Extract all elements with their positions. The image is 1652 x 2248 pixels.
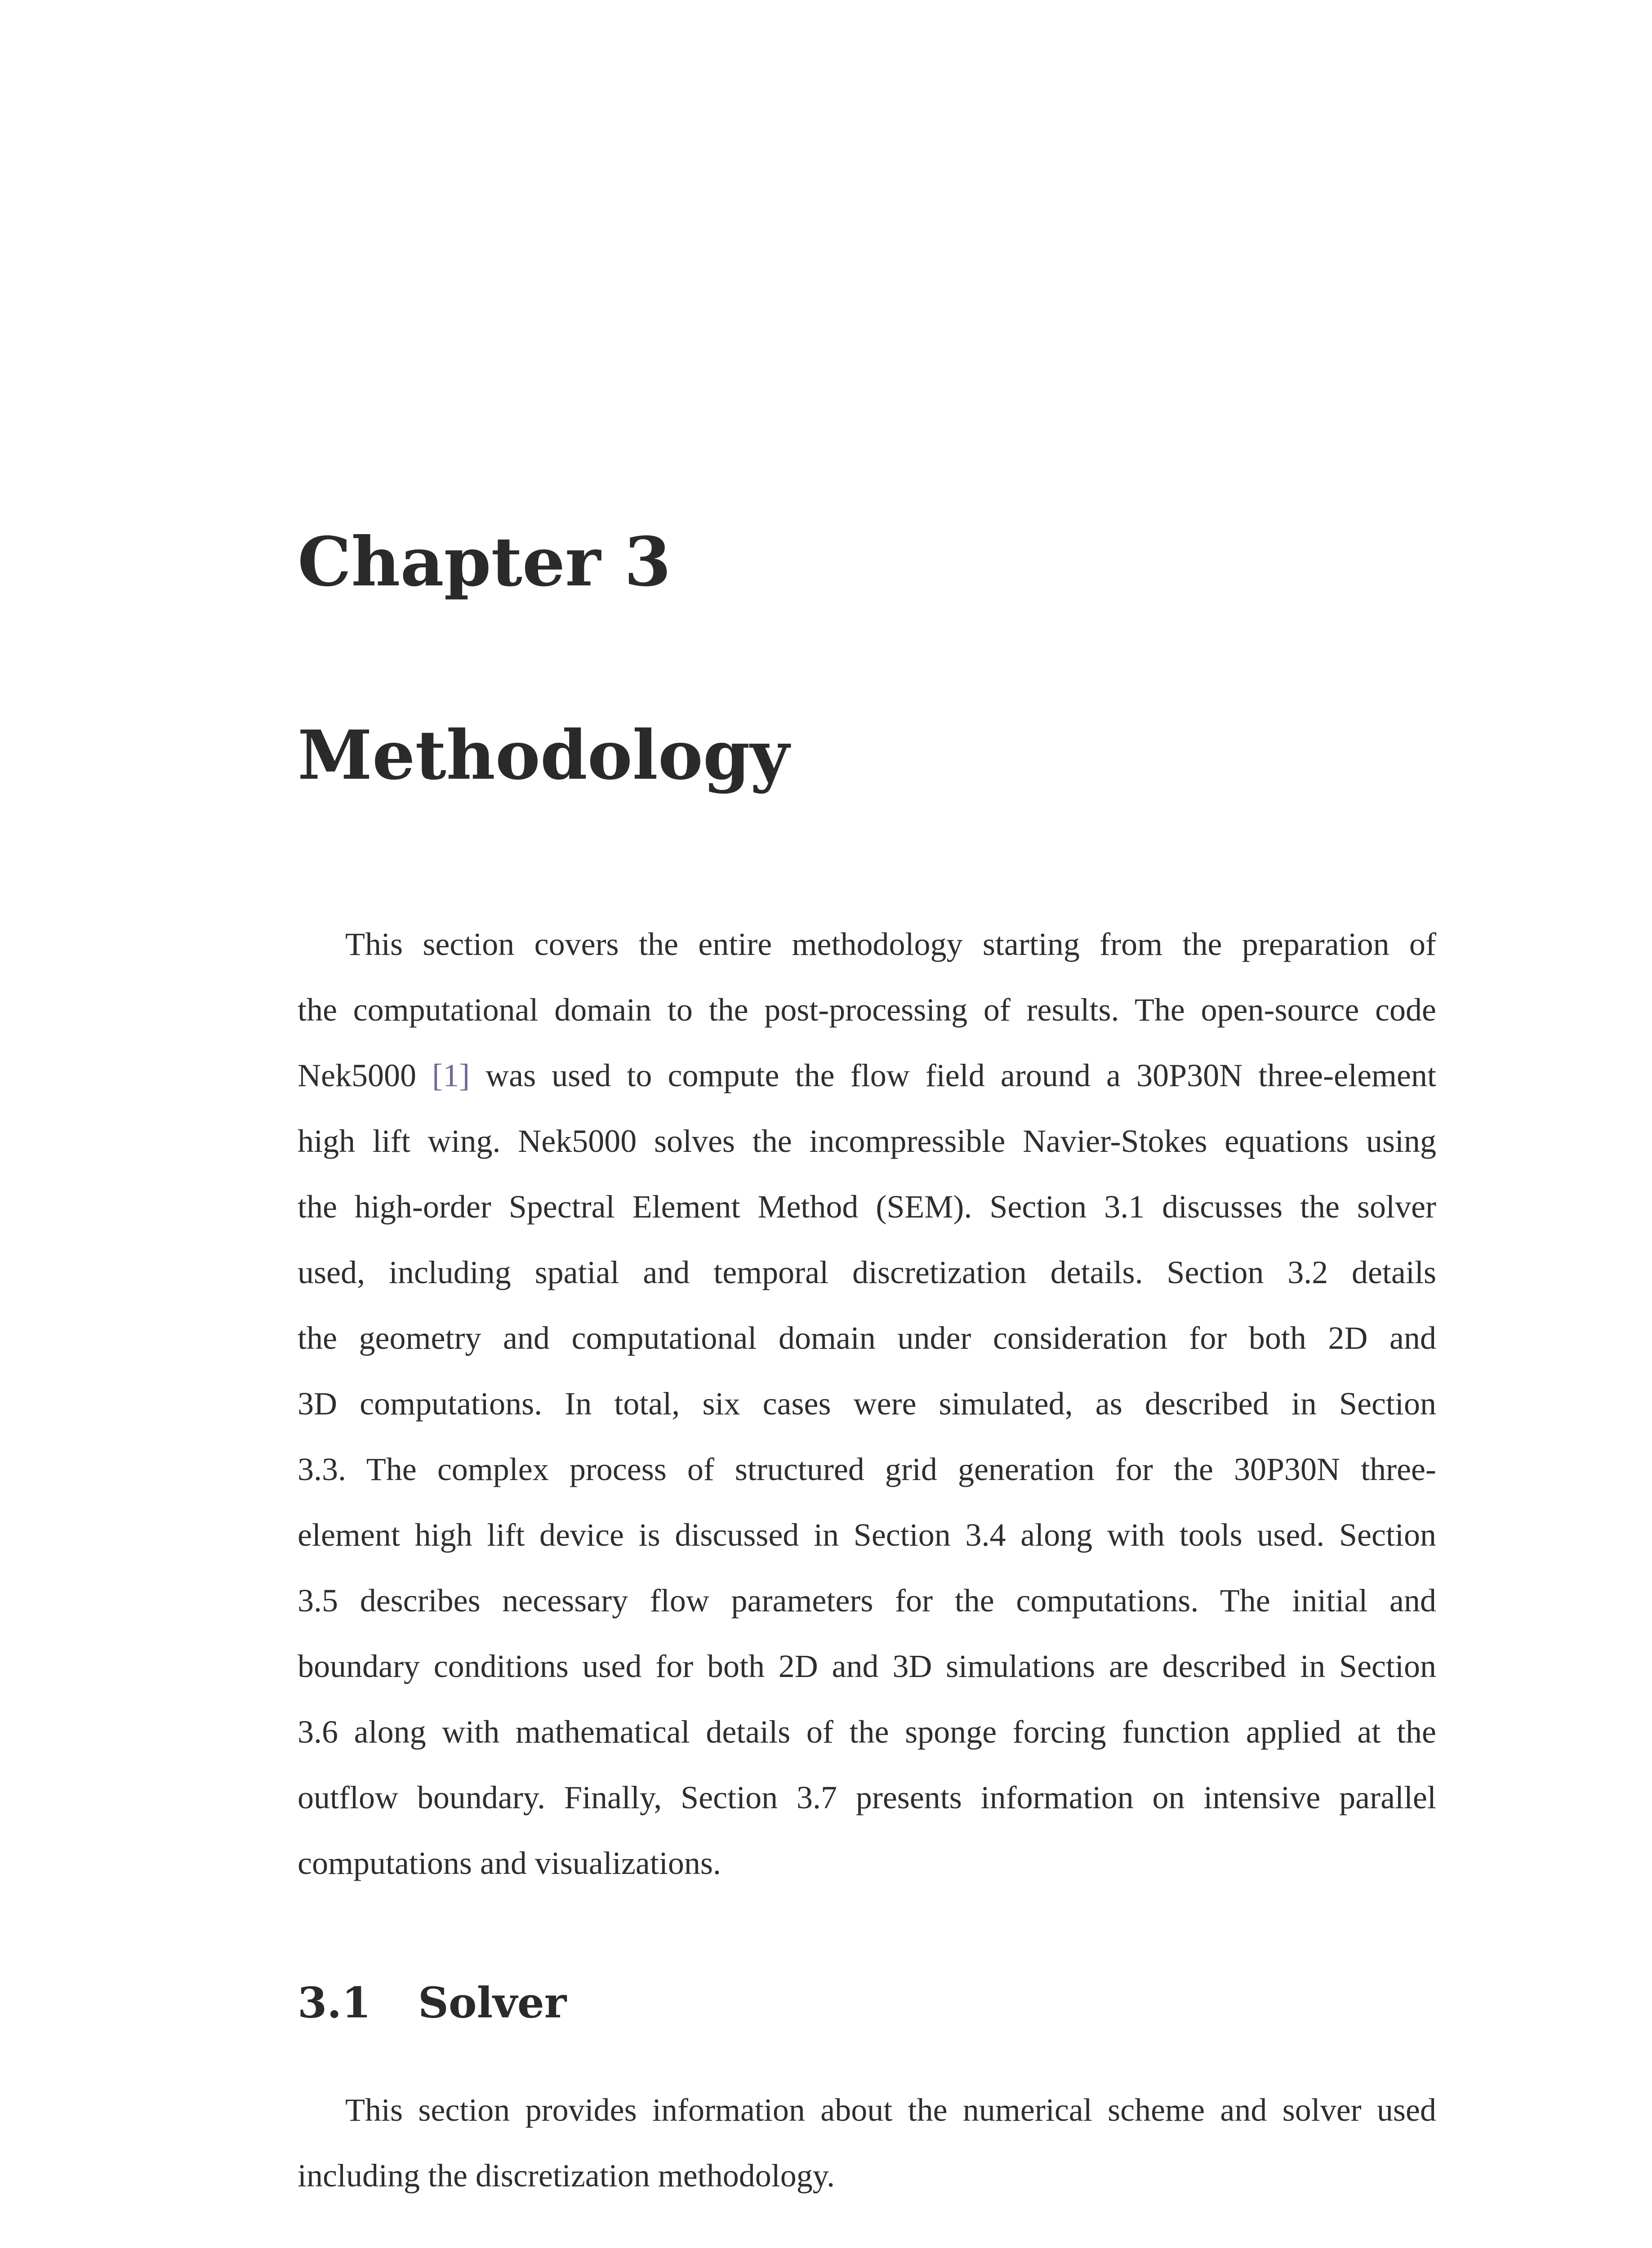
paragraph-line (298, 1043, 1436, 1108)
line-text: was used to compute the flow field around a 30P30N three-element (470, 1057, 1437, 1093)
citation-link[interactable]: [1] (432, 1057, 470, 1093)
chapter-label: Chapter 3 (298, 522, 671, 602)
paragraph-line: element high lift device is discussed in Section 3.4 along with tools used. Section (298, 1517, 1436, 1553)
solver-paragraph (298, 2077, 1436, 2208)
paragraph-line: including the discretization methodology. (298, 2158, 835, 2194)
paragraph-line: This section provides information about the numerical scheme and solver used (345, 2092, 1436, 2128)
section-heading (298, 1971, 566, 2034)
paragraph-line: outflow boundary. Finally, Section 3.7 presents information on intensive parallel (298, 1780, 1436, 1815)
paragraph-line: the geometry and computational domain under consideration for both 2D and (298, 1320, 1436, 1356)
paragraph-line: the high-order Spectral Element Method (SEM). Section 3.1 discusses the solver (298, 1189, 1436, 1225)
paragraph-line: the computational domain to the post-processing of results. The open-source code (298, 992, 1436, 1028)
paragraph-line: This section covers the entire methodology starting from the preparation of (345, 926, 1436, 962)
line-text: Nek5000 (298, 1057, 432, 1093)
section-number: 3.1 (298, 1978, 371, 2028)
paragraph-line: 3D computations. In total, six cases were simulated, as described in Section (298, 1386, 1436, 1422)
paragraph-line: high lift wing. Nek5000 solves the incompressible Navier-Stokes equations using (298, 1123, 1436, 1159)
chapter-title: Methodology (298, 716, 789, 795)
paragraph-line: computations and visualizations. (298, 1845, 721, 1881)
paragraph-line: used, including spatial and temporal discretization details. Section 3.2 details (298, 1254, 1436, 1290)
paragraph-line: 3.3. The complex process of structured grid generation for the 30P30N three- (298, 1451, 1436, 1487)
paragraph-line: 3.5 describes necessary flow parameters for the computations. The initial and (298, 1583, 1436, 1619)
paragraph-line: 3.6 along with mathematical details of the sponge forcing function applied at the (298, 1714, 1436, 1750)
paragraph-line: boundary conditions used for both 2D and 3D simulations are described in Section (298, 1648, 1436, 1684)
intro-paragraph (298, 911, 1436, 1896)
section-title: Solver (418, 1978, 567, 2028)
page-number (0, 2246, 1652, 2248)
